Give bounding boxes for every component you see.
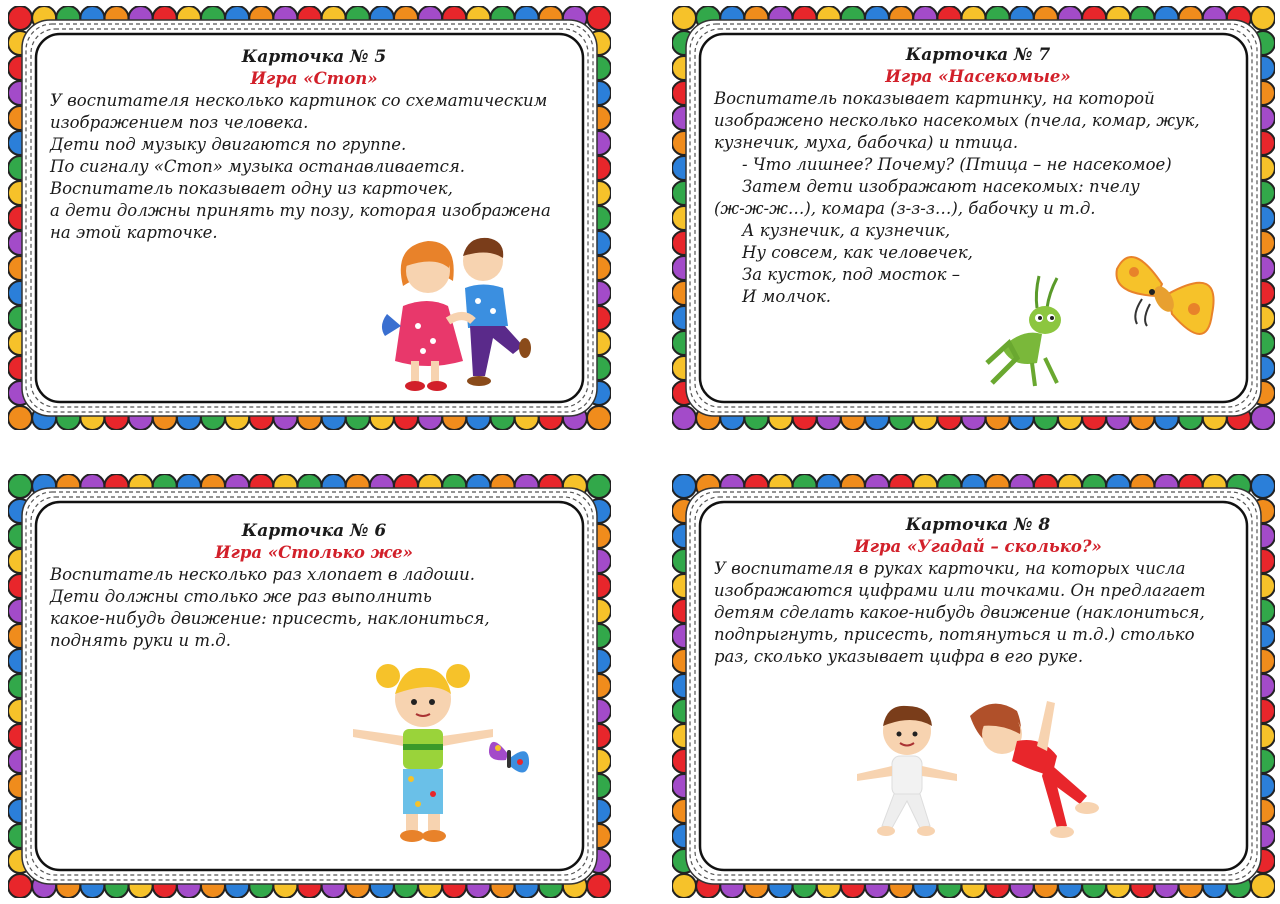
text-line: И молчок. — [742, 287, 832, 306]
text-line: Воспитатель показывает картинку, на которой — [714, 89, 1155, 108]
text-line: на этой карточке. — [50, 223, 218, 242]
text-line: Дети под музыку двигаются по группе. — [50, 135, 407, 154]
text-line: По сигналу «Стоп» музыка останавливается. — [50, 157, 466, 176]
text-line: (ж-ж-ж…), комара (з-з-з…), бабочку и т.д. — [714, 199, 1096, 218]
text-line: Ну совсем, как человечек, — [742, 243, 973, 262]
text-line: раз, сколько указывает цифра в его руке. — [714, 647, 1084, 666]
text-line: Воспитатель несколько раз хлопает в ладоши. — [50, 565, 475, 584]
card-title: Карточка № 5 — [241, 47, 387, 67]
text-line: У воспитателя в руках карточки, на которых числа — [714, 559, 1186, 578]
card-5 — [8, 6, 611, 430]
card-title: Карточка № 7 — [905, 45, 1051, 65]
text-line: Дети должны столько же раз выполнить — [50, 587, 432, 606]
text-line: поднять руки и т.д. — [50, 631, 232, 650]
butterfly-icon — [1112, 244, 1217, 356]
text-line: какое-нибудь движение: присесть, наклониться, — [50, 609, 490, 628]
card-8 — [672, 474, 1275, 898]
card-7 — [672, 6, 1275, 430]
card-5-content — [50, 46, 578, 244]
text-line: У воспитателя несколько картинок со схематическим — [50, 91, 548, 110]
card-text — [714, 558, 1242, 668]
children-exercising-icon — [852, 696, 1112, 841]
game-title: Игра «Угадай – сколько?» — [854, 537, 1102, 556]
text-line: детям сделать какое-нибудь движение (наклониться, — [714, 603, 1205, 622]
text-line: подпрыгнуть, присесть, потянуться и т.д.) столько — [714, 625, 1195, 644]
card-6-content — [50, 520, 578, 652]
text-line: За кусток, под мосток – — [742, 265, 960, 284]
card-8-content — [714, 514, 1242, 668]
text-line: изображено несколько насекомых (пчела, комар, жук, — [714, 111, 1200, 130]
text-line: изображением поз человека. — [50, 113, 309, 132]
text-line: - Что лишнее? Почему? (Птица – не насекомое) — [742, 155, 1172, 174]
text-line: Воспитатель показывает одну из карточек, — [50, 179, 453, 198]
grasshopper-icon — [977, 268, 1077, 393]
game-title: Игра «Столько же» — [215, 543, 413, 562]
text-line: А кузнечик, а кузнечик, — [742, 221, 951, 240]
text-line: изображаются цифрами или точками. Он предлагает — [714, 581, 1206, 600]
text-line: кузнечик, муха, бабочка) и птица. — [714, 133, 1019, 152]
text-line: Затем дети изображают насекомых: пчелу — [742, 177, 1140, 196]
girl-arms-out-icon — [348, 654, 498, 844]
card-text — [50, 564, 578, 652]
text-line: а дети должны принять ту позу, которая изображена — [50, 201, 551, 220]
game-title: Игра «Стоп» — [250, 69, 378, 88]
card-text — [50, 90, 578, 244]
card-6 — [8, 474, 611, 898]
card-title: Карточка № 6 — [241, 521, 387, 541]
game-title: Игра «Насекомые» — [885, 67, 1071, 86]
children-hugging-icon — [373, 226, 553, 396]
small-butterfly-icon — [486, 732, 532, 782]
card-title: Карточка № 8 — [905, 515, 1051, 535]
